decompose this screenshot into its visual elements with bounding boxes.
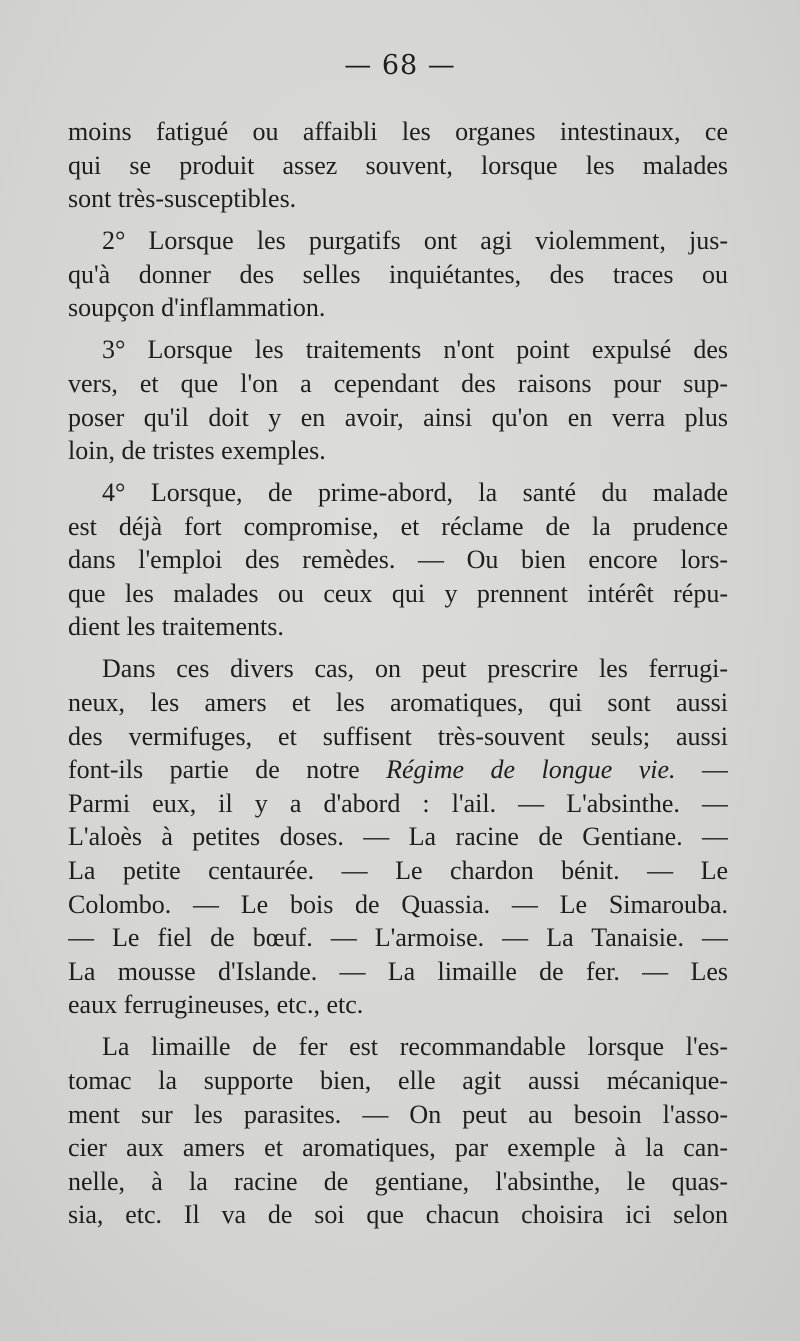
text-line: que les malades ou ceux qui y prennent intérêt répu-: [68, 578, 728, 608]
text-line: ment sur les parasites. — On peut au besoin l'asso-: [68, 1099, 728, 1129]
text-line: La limaille de fer est recommandable lorsque l'es-: [102, 1032, 728, 1062]
text-line: 4° Lorsque, de prime-abord, la santé du malade: [102, 478, 728, 508]
text-line: Parmi eux, il y a d'abord : l'ail. — L'absinthe. —: [68, 788, 728, 818]
text-line: sia, etc. Il va de soi que chacun choisira ici selon: [68, 1200, 728, 1230]
text-line: dient les traitements.: [68, 612, 284, 642]
text-line: nelle, à la racine de gentiane, l'absinthe, le quas-: [68, 1166, 728, 1196]
text-line: vers, et que l'on a cependant des raisons pour sup-: [68, 368, 728, 398]
text-line: est déjà fort compromise, et réclame de la prudence: [68, 511, 728, 541]
book-title-italic: Régime de longue vie.: [386, 755, 676, 785]
text-line: eaux ferrugineuses, etc., etc.: [68, 990, 364, 1020]
paragraph: [68, 476, 728, 644]
text-line: La mousse d'Islande. — La limaille de fer. — Les: [68, 956, 728, 986]
text-line: cier aux amers et aromatiques, par exemple à la can-: [68, 1133, 728, 1163]
text-line: loin, de tristes exemples.: [68, 436, 326, 466]
text-line: La petite centaurée. — Le chardon bénit. — Le: [68, 856, 728, 886]
text-line: dans l'emploi des remèdes. — Ou bien encore lors-: [68, 545, 728, 575]
text-line: neux, les amers et les aromatiques, qui sont aussi: [68, 688, 728, 718]
paragraph: [68, 115, 728, 216]
paragraph: [68, 224, 728, 325]
page-number: — 68 —: [344, 50, 456, 81]
text-line: moins fatigué ou affaibli les organes intestinaux, ce: [68, 117, 728, 146]
text-line: 3° Lorsque les traitements n'ont point expulsé des: [102, 335, 728, 365]
text-line: 2° Lorsque les purgatifs ont agi violemment, jus-: [102, 226, 728, 256]
text-line: — Le fiel de bœuf. — L'armoise. — La Tanaisie. —: [68, 923, 728, 953]
text-line: qui se produit assez souvent, lorsque les malades: [68, 150, 728, 180]
text-line: des vermifuges, et suffisent très-souvent seuls; aussi: [68, 721, 728, 751]
text-line: [68, 753, 728, 787]
text-line: Colombo. — Le bois de Quassia. — Le Simarouba.: [68, 889, 728, 919]
text-line: L'aloès à petites doses. — La racine de Gentiane. —: [68, 822, 728, 852]
text-line: Dans ces divers cas, on peut prescrire les ferrugi-: [102, 654, 728, 684]
text-line: tomac la supporte bien, elle agit aussi mécanique-: [68, 1065, 728, 1095]
text-line: poser qu'il doit y en avoir, ainsi qu'on en verra plus: [68, 402, 728, 432]
text-line: sont très-susceptibles.: [68, 184, 297, 214]
text-line: qu'à donner des selles inquiétantes, des traces ou: [68, 259, 728, 289]
text-line: soupçon d'inflammation.: [68, 293, 326, 323]
text-segment: —: [675, 755, 728, 785]
paragraph: [68, 652, 728, 1022]
text-segment: font-ils partie de notre: [68, 755, 387, 785]
paragraph: [68, 333, 728, 467]
body-text: [68, 115, 728, 1240]
paragraph: [68, 1030, 728, 1232]
